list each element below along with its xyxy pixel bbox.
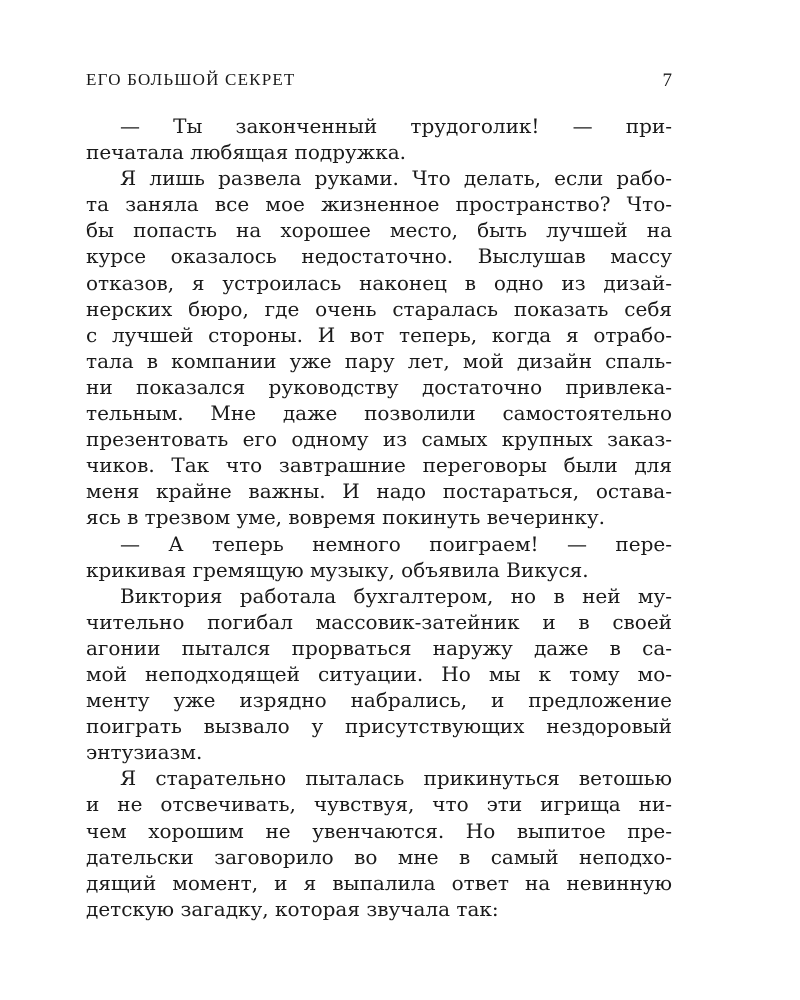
body-text bbox=[86, 113, 672, 922]
text-line: крикивая гремящую музыку, объявила Викуся. bbox=[86, 557, 589, 582]
text-line: — Ты законченный трудоголик! — при- bbox=[120, 114, 672, 138]
text-line: ясь в трезвом уме, вовремя покинуть вечеринку. bbox=[86, 505, 605, 530]
text-line: бы попасть на хорошее место, быть лучшей на bbox=[86, 218, 672, 243]
text-line: чительно погибал массовик-затейник и в своей bbox=[86, 609, 672, 634]
text-line: чем хорошим не увенчаются. Но выпитое пре- bbox=[86, 818, 672, 843]
text-line: нерских бюро, где очень старалась показать себя bbox=[86, 296, 672, 321]
text-line: Виктория работала бухгалтером, но в ней му- bbox=[120, 583, 672, 608]
text-line: печатала любящая подружка. bbox=[86, 140, 406, 165]
text-line: тельным. Мне даже позволили самостоятельно bbox=[86, 401, 672, 426]
text-line: — А теперь немного поиграем! — пере- bbox=[120, 531, 672, 556]
running-title: ЕГО БОЛЬШОЙ СЕКРЕТ bbox=[86, 70, 296, 89]
text-line: поиграть вызвало у присутствующих нездоровый bbox=[86, 714, 672, 739]
page-number: 7 bbox=[662, 70, 672, 91]
text-line: дательски заговорило во мне в самый неподхо- bbox=[86, 844, 672, 869]
text-line: курсе оказалось недостаточно. Выслушав массу bbox=[86, 244, 672, 269]
text-line: та заняла все мое жизненное пространство? Что- bbox=[86, 192, 672, 217]
text-line: меня крайне важны. И надо постараться, остава- bbox=[86, 479, 672, 504]
text-line: и не отсвечивать, чувствуя, что эти игрища ни- bbox=[86, 792, 672, 817]
text-line: Я старательно пыталась прикинуться ветошью bbox=[120, 766, 672, 791]
text-line: презентовать его одному из самых крупных заказ- bbox=[86, 427, 672, 452]
running-header bbox=[86, 70, 672, 94]
text-line: мой неподходящей ситуации. Но мы к тому мо- bbox=[86, 661, 672, 686]
text-line: энтузиазм. bbox=[86, 740, 203, 765]
text-line: чиков. Так что завтрашние переговоры были для bbox=[86, 453, 672, 478]
text-line: отказов, я устроилась наконец в одно из дизай- bbox=[86, 270, 672, 295]
text-line: дящий момент, и я выпалила ответ на невинную bbox=[86, 870, 672, 895]
text-line: агонии пытался прорваться наружу даже в са- bbox=[86, 635, 672, 660]
text-line: с лучшей стороны. И вот теперь, когда я отрабо- bbox=[86, 322, 672, 347]
text-line: тала в компании уже пару лет, мой дизайн спаль- bbox=[86, 348, 672, 373]
text-line: менту уже изрядно набрались, и предложение bbox=[86, 688, 672, 713]
text-line: ни показался руководству достаточно привлека- bbox=[86, 374, 672, 399]
text-line: Я лишь развела руками. Что делать, если рабо- bbox=[120, 166, 672, 191]
text-line: детскую загадку, которая звучала так: bbox=[86, 896, 499, 921]
